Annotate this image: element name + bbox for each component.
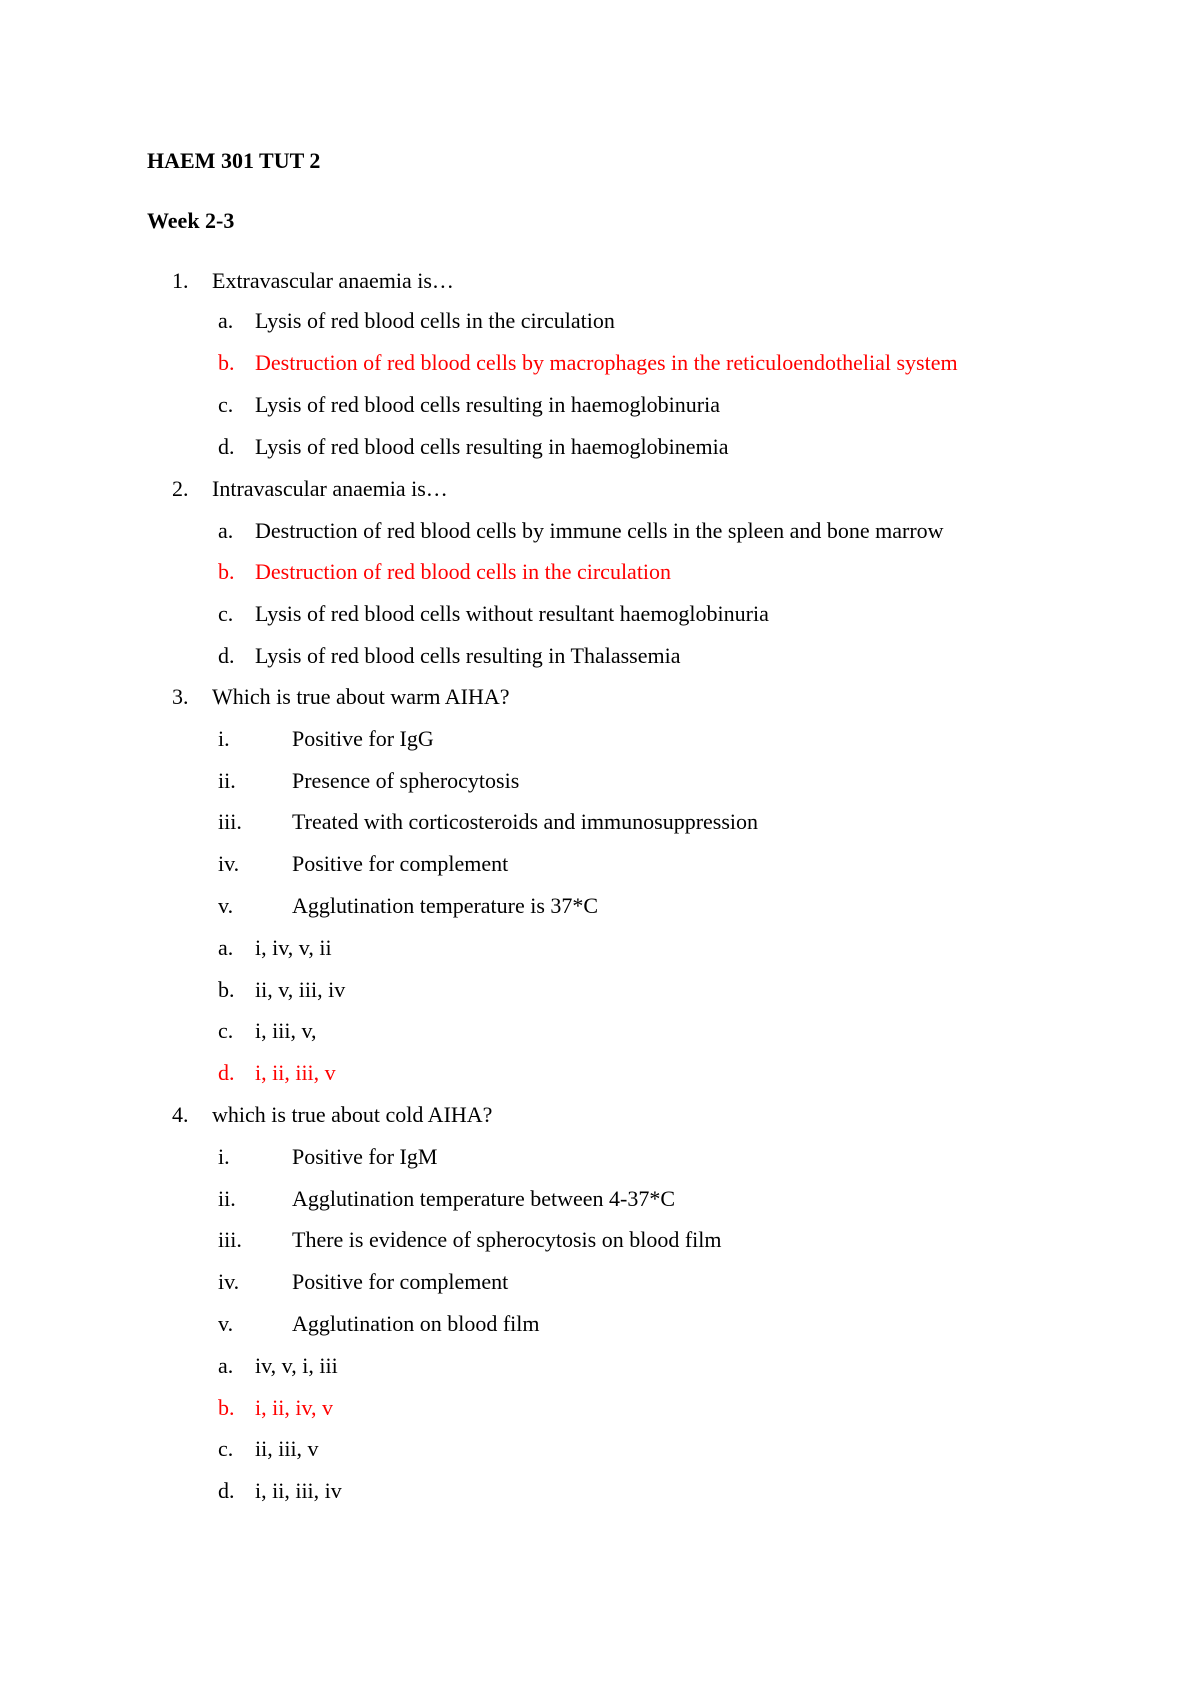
option-text: Lysis of red blood cells in the circulation <box>255 308 615 333</box>
statement-number: iii. <box>218 1227 242 1252</box>
option-text: ii, iii, v <box>255 1436 319 1461</box>
option-text: Destruction of red blood cells in the circulation <box>255 559 672 584</box>
statement-text: Positive for IgM <box>292 1144 438 1169</box>
option-text: i, ii, iii, v <box>255 1060 336 1085</box>
option-text: Destruction of red blood cells by immune cells in the spleen and bone marrow <box>255 518 944 543</box>
option-letter: c. <box>218 1436 234 1461</box>
option-text: iv, v, i, iii <box>255 1353 338 1378</box>
option-letter: a. <box>218 518 234 543</box>
option-text: Lysis of red blood cells without resultant haemoglobinuria <box>255 601 769 626</box>
statement-number: iii. <box>218 809 242 834</box>
statement-number: i. <box>218 1144 230 1169</box>
option-text: Destruction of red blood cells by macrophages in the reticuloendothelial system <box>255 350 958 375</box>
statement-text: Agglutination temperature between 4-37*C <box>292 1186 676 1211</box>
statement-number: ii. <box>218 1186 236 1211</box>
option-text: i, ii, iii, iv <box>255 1478 342 1503</box>
option-letter: b. <box>218 1395 235 1420</box>
option-text: ii, v, iii, iv <box>255 977 346 1002</box>
option-text: Lysis of red blood cells resulting in haemoglobinuria <box>255 392 720 417</box>
question-number: 2. <box>172 476 189 501</box>
statement-text: Agglutination temperature is 37*C <box>292 893 599 918</box>
option-letter: d. <box>218 1060 235 1085</box>
option-text: i, iii, v, <box>255 1018 317 1043</box>
option-letter: d. <box>218 643 235 668</box>
statement-number: v. <box>218 1311 234 1336</box>
question-number: 3. <box>172 684 189 709</box>
question-text: Intravascular anaemia is… <box>212 476 448 501</box>
statement-text: Positive for complement <box>292 1269 509 1294</box>
option-letter: c. <box>218 601 234 626</box>
question-number: 1. <box>172 268 189 293</box>
option-letter: d. <box>218 1478 235 1503</box>
statement-text: Presence of spherocytosis <box>292 768 520 793</box>
option-text: i, iv, v, ii <box>255 935 332 960</box>
option-letter: b. <box>218 977 235 1002</box>
statement-text: Agglutination on blood film <box>292 1311 540 1336</box>
statement-number: iv. <box>218 851 240 876</box>
document-title: HAEM 301 TUT 2 <box>147 148 321 173</box>
option-letter: c. <box>218 392 234 417</box>
option-letter: b. <box>218 350 235 375</box>
option-letter: c. <box>218 1018 234 1043</box>
statement-text: Positive for IgG <box>292 726 434 751</box>
option-letter: a. <box>218 308 234 333</box>
statement-text: Positive for complement <box>292 851 509 876</box>
statement-number: v. <box>218 893 234 918</box>
statement-text: Treated with corticosteroids and immunosuppression <box>292 809 759 834</box>
statement-number: iv. <box>218 1269 240 1294</box>
document-subtitle: Week 2-3 <box>147 208 235 233</box>
option-letter: d. <box>218 434 235 459</box>
statement-text: There is evidence of spherocytosis on blood film <box>292 1227 722 1252</box>
question-text: Extravascular anaemia is… <box>212 268 454 293</box>
option-text: i, ii, iv, v <box>255 1395 334 1420</box>
question-text: Which is true about warm AIHA? <box>212 684 510 709</box>
statement-number: i. <box>218 726 230 751</box>
option-letter: a. <box>218 1353 234 1378</box>
question-text: which is true about cold AIHA? <box>212 1102 493 1127</box>
option-text: Lysis of red blood cells resulting in haemoglobinemia <box>255 434 729 459</box>
option-text: Lysis of red blood cells resulting in Thalassemia <box>255 643 681 668</box>
option-letter: a. <box>218 935 234 960</box>
statement-number: ii. <box>218 768 236 793</box>
question-number: 4. <box>172 1102 189 1127</box>
option-letter: b. <box>218 559 235 584</box>
